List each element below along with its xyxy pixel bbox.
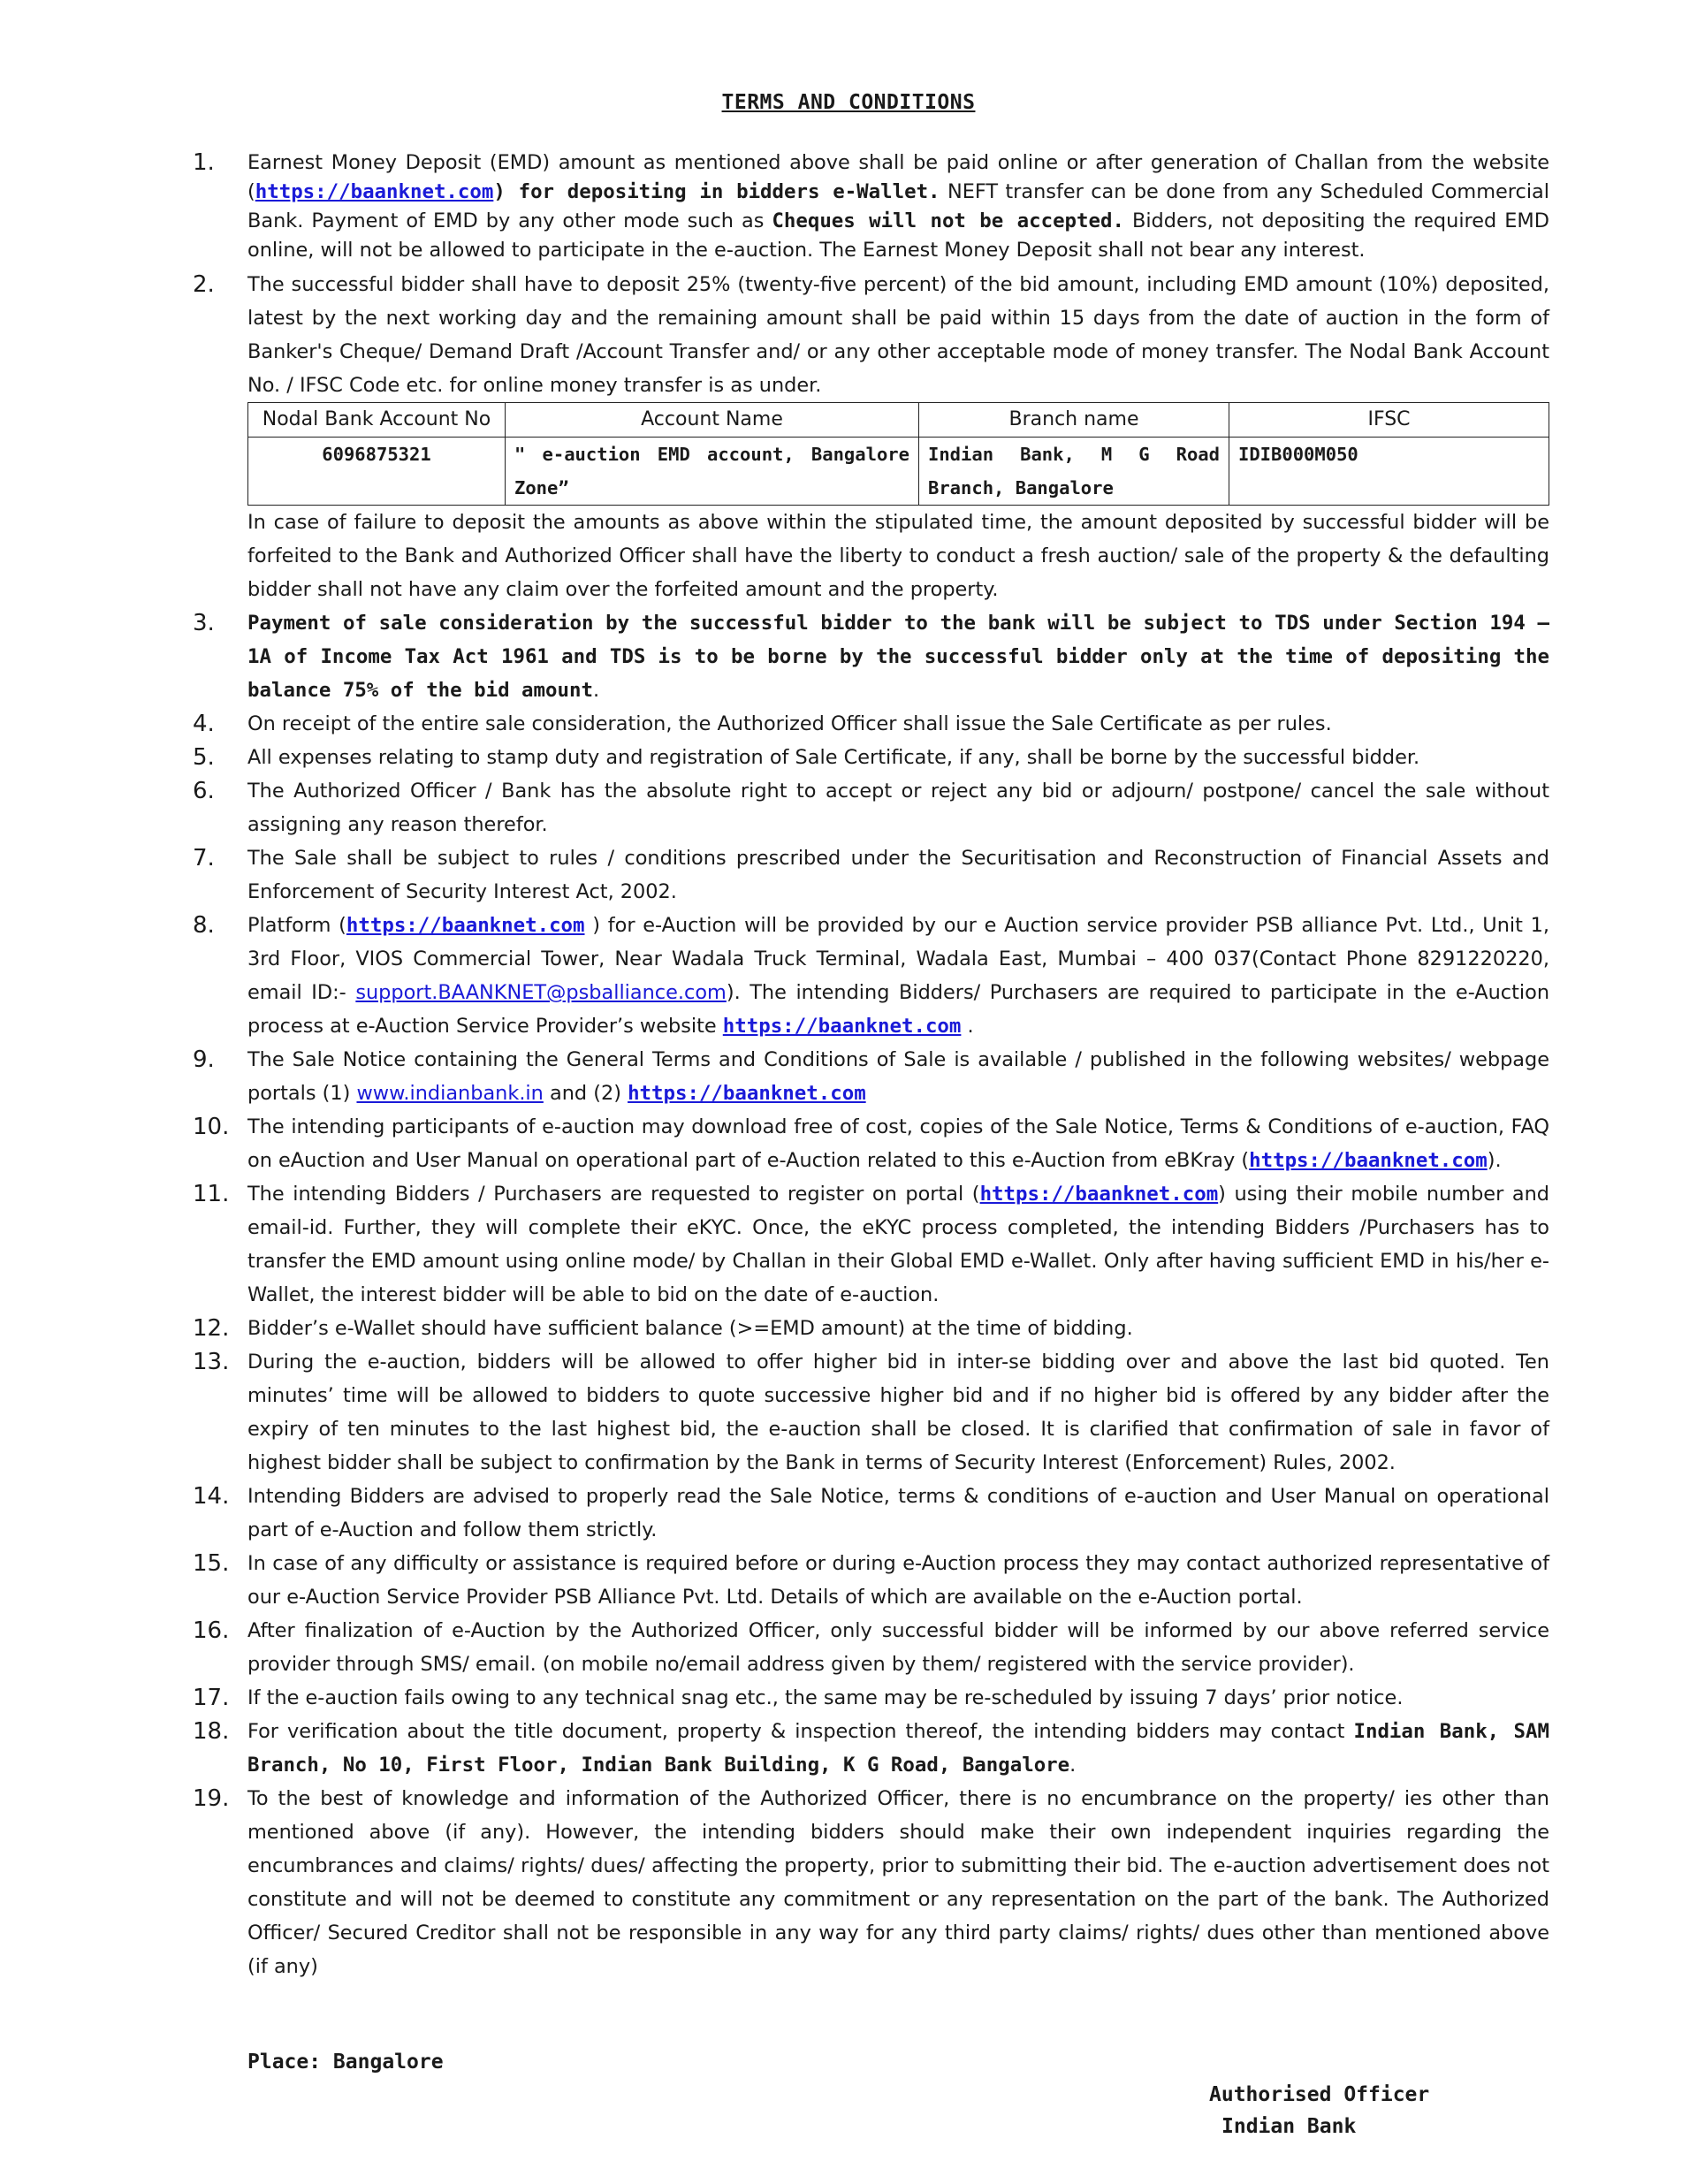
term-number: 12. [193, 1315, 230, 1342]
branch-name-cell: Indian Bank, M G Road Branch, Bangalore [919, 438, 1229, 506]
term-text: Intending Bidders are advised to properly read the Sale Notice, terms & conditions of e-auction and User Manual on operational part of e-Auction and follow them strictly. [247, 1485, 1549, 1541]
term-item-9 [193, 1043, 1549, 1110]
term-item-3 [193, 606, 1549, 707]
term-text: ) using their mobile number and email-id. Further, they will complete their eKYC. Once, the eKYC process completed, the intending Bidders /Purchasers has to transfer the EMD amount using online mode/ by Challan in their Global EMD e-Wallet. Only after having sufficient EMD in his/her e-Wallet, the interest bidder will be able to bid on the date of e-auction. [247, 1183, 1549, 1306]
table-header: IFSC [1229, 403, 1549, 438]
table-header: Branch name [919, 403, 1229, 438]
terms-list [193, 148, 1549, 1983]
term-text: If the e-auction fails owing to any technical snag etc., the same may be re-scheduled by issuing 7 days’ prior notice. [247, 1686, 1404, 1709]
term-item-11 [193, 1177, 1549, 1312]
nodal-account-table [247, 402, 1549, 506]
term-item-1 [193, 148, 1549, 265]
term-text: The successful bidder shall have to deposit 25% (twenty-five percent) of the bid amount, including EMD amount (10%) deposited, latest by the next working day and the remaining amount shall be paid within 15 days from the date of auction in the form of Banker's Cheque/ Demand Draft /Account Transfer and/ or any other acceptable mode of money transfer. The Nodal Bank Account No. / IFSC Code etc. for online money transfer is as under. [247, 273, 1549, 397]
term-text: In case of any difficulty or assistance is required before or during e-Auction process they may contact authorized representative of our e-Auction Service Provider PSB Alliance Pvt. Ltd. Details of which are available on the e-Auction portal. [247, 1552, 1549, 1609]
term-text: During the e-auction, bidders will be allowed to offer higher bid in inter-se bidding over and above the last bid quoted. Ten minutes’ time will be allowed to bidders to quote successive higher bid and if no higher bid is offered by any bidder after the expiry of ten minutes to the last highest bid, the e-auction shall be closed. It is clarified that confirmation of sale in favor of highest bidder shall be subject to confirmation by the Bank in terms of Security Interest (Enforcement) Rules, 2002. [247, 1351, 1549, 1474]
term-item-13 [193, 1345, 1549, 1480]
term-text: Platform ( [247, 914, 346, 937]
term-number: 16. [193, 1617, 230, 1644]
support-email-link[interactable]: support.BAANKNET@psballiance.com [355, 981, 727, 1004]
term-item-17 [193, 1681, 1549, 1715]
document-title: TERMS AND CONDITIONS [721, 91, 976, 114]
table-header: Nodal Bank Account No [248, 403, 506, 438]
term-number: 7. [193, 845, 215, 871]
table-row [248, 438, 1549, 506]
term-item-4 [193, 707, 1549, 741]
ifsc-cell: IDIB000M050 [1229, 438, 1549, 506]
term-item-7 [193, 841, 1549, 909]
term-number: 18. [193, 1718, 230, 1745]
term-text: After finalization of e-Auction by the Authorized Officer, only successful bidder will be informed by our above referred service provider through SMS/ email. (on mobile no/email address given by them/ registered with the service provider). [247, 1619, 1549, 1676]
term-item-10 [193, 1110, 1549, 1177]
term-text: ) for e-Auction will be provided by our e Auction service provider PSB alliance Pvt. Ltd., Unit 1, 3rd Floor, VIOS Commercial Tower, Near Wadala Truck Terminal, Wadala East, Mumbai – 400 037(Contact Phone 8291220220, email ID:- [247, 914, 1549, 1004]
term-number: 3. [193, 610, 215, 636]
account-name-cell: " e-auction EMD account, Bangalore Zone” [506, 438, 919, 506]
term-text: . [592, 679, 600, 702]
term-text: The intending participants of e-auction may download free of cost, copies of the Sale Notice, Terms & Conditions of e-auction, FAQ on eAuction and User Manual on operational part of e-Auction related to this e-Auction from eBKray ( [247, 1115, 1549, 1172]
term-text: NEFT transfer can be done from any Scheduled Commercial Bank. Payment of EMD by any other mode such as [247, 180, 1549, 232]
term-text: The Sale Notice containing the General Terms and Conditions of Sale is available / published in the following websites/ webpage portals (1) [247, 1048, 1549, 1105]
term-text: Bidder’s e-Wallet should have sufficient balance (>=EMD amount) at the time of bidding. [247, 1317, 1133, 1340]
term-text: ). [1487, 1149, 1502, 1172]
term-number: 9. [193, 1046, 215, 1073]
term-text: and (2) [543, 1082, 628, 1105]
term-item-6 [193, 774, 1549, 841]
baanknet-link[interactable]: https://baanknet.com [722, 1015, 962, 1038]
term-bold-text: Payment of sale consideration by the successful bidder to the bank will be subject to TDS under Section 194 – 1A of Income Tax Act 1961 and TDS is to be borne by the successful bidder only at the time of depositing the balance 75% of the bid amount [247, 612, 1549, 702]
baanknet-link[interactable]: https://baanknet.com [255, 180, 494, 203]
term-number: 19. [193, 1785, 230, 1812]
term-number: 6. [193, 778, 215, 804]
account-number-cell: 6096875321 [248, 438, 506, 506]
baanknet-link[interactable]: https://baanknet.com [979, 1183, 1219, 1206]
term-bold-text: Cheques will not be accepted. [772, 209, 1124, 232]
term-number: 15. [193, 1550, 230, 1577]
place-label: Place: Bangalore [247, 2051, 444, 2074]
term-text: Bidders, not depositing the required EMD online, will not be allowed to participate in the e-auction. The Earnest Money Deposit shall not bear any interest. [247, 209, 1549, 262]
signature-block [1209, 2079, 1429, 2142]
term-text: The Authorized Officer / Bank has the absolute right to accept or reject any bid or adjourn/ postpone/ cancel the sale without assigning any reason therefor. [247, 780, 1549, 836]
term-number: 10. [193, 1114, 230, 1140]
signatory-bank: Indian Bank [1221, 2115, 1357, 2138]
term-number: 17. [193, 1685, 230, 1711]
table-header-row [248, 403, 1549, 438]
baanknet-link[interactable]: https://baanknet.com [346, 914, 585, 937]
term-text: All expenses relating to stamp duty and registration of Sale Certificate, if any, shall be borne by the successful bidder. [247, 746, 1420, 769]
term-item-8 [193, 909, 1549, 1043]
indianbank-link[interactable]: www.indianbank.in [356, 1082, 544, 1105]
term-text: To the best of knowledge and information of the Authorized Officer, there is no encumbrance on the property/ ies other than mentioned above (if any). However, the intending bidders should make their own independent inquiries regarding the encumbrances and claims/ rights/ dues/ affecting the property, prior to submitting their bid. The e-auction advertisement does not constitute and will not be deemed to constitute any commitment or any representation on the part of the bank. The Authorized Officer/ Secured Creditor shall not be responsible in any way for any third party claims/ rights/ dues other than mentioned above (if any) [247, 1787, 1549, 1978]
term-number: 11. [193, 1181, 230, 1207]
term-text: Earnest Money Deposit (EMD) amount as mentioned above shall be paid online or after generation of Challan from the website ( [247, 151, 1549, 203]
term-item-15 [193, 1547, 1549, 1614]
term-item-14 [193, 1480, 1549, 1547]
term-bold-text: Indian Bank, SAM Branch, No 10, First Floor, Indian Bank Building, K G Road, Bangalore [247, 1720, 1549, 1777]
term-text: . [961, 1015, 974, 1038]
term-text: In case of failure to deposit the amounts as above within the stipulated time, the amount deposited by successful bidder will be forfeited to the Bank and Authorized Officer shall have the liberty to conduct a fresh auction/ sale of the property & the defaulting bidder shall not have any claim over the forfeited amount and the property. [247, 511, 1549, 601]
term-item-2 [193, 268, 1549, 606]
term-item-16 [193, 1614, 1549, 1681]
term-item-18 [193, 1715, 1549, 1782]
term-number: 8. [193, 912, 215, 939]
term-item-19 [193, 1782, 1549, 1983]
term-item-5 [193, 741, 1549, 774]
term-number: 4. [193, 711, 215, 737]
term-number: 5. [193, 744, 215, 771]
term-text: On receipt of the entire sale consideration, the Authorized Officer shall issue the Sale Certificate as per rules. [247, 712, 1332, 735]
term-number: 13. [193, 1349, 230, 1375]
term-text: ). The intending Bidders/ Purchasers are required to participate in the e-Auction process at e-Auction Service Provider’s website [247, 981, 1550, 1038]
term-text: The Sale shall be subject to rules / conditions prescribed under the Securitisation and Reconstruction of Financial Assets and Enforcement of Security Interest Act, 2002. [247, 847, 1549, 903]
baanknet-link[interactable]: https://baanknet.com [628, 1082, 866, 1105]
term-number: 14. [193, 1483, 230, 1510]
term-bold-text: ) for depositing in bidders e-Wallet. [493, 180, 940, 203]
term-text: The intending Bidders / Purchasers are requested to register on portal ( [247, 1183, 980, 1206]
table-header: Account Name [506, 403, 919, 438]
term-number: 2. [193, 271, 215, 298]
baanknet-link[interactable]: https://baanknet.com [1249, 1149, 1488, 1172]
term-number: 1. [193, 149, 215, 176]
term-item-12 [193, 1312, 1549, 1345]
term-text: . [1069, 1754, 1077, 1777]
signatory-title: Authorised Officer [1209, 2083, 1430, 2106]
term-text: For verification about the title document, property & inspection thereof, the intending bidders may contact [247, 1720, 1354, 1743]
